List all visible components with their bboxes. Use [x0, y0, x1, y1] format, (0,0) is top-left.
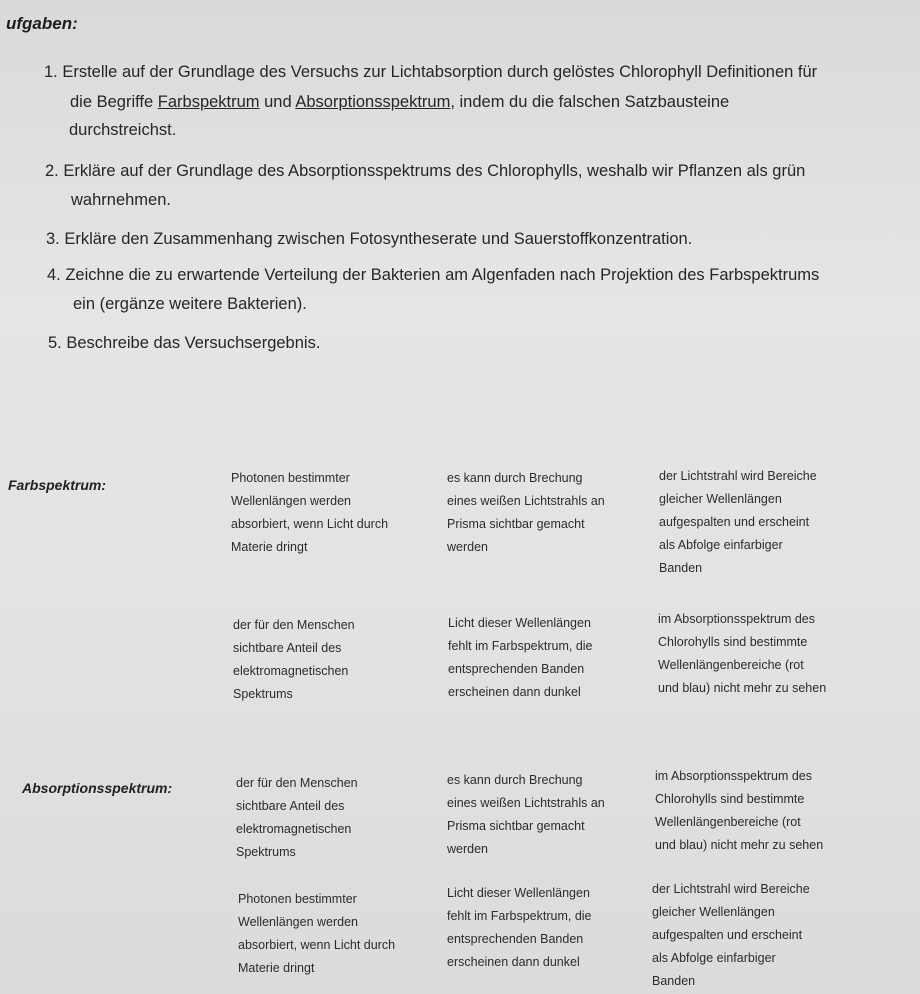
statement-line: gleicher Wellenlängen	[659, 492, 782, 506]
statement-line: im Absorptionsspektrum des	[658, 612, 816, 626]
task-1-text-b: und	[259, 93, 296, 111]
task-5-line-1: 5. Beschreibe das Versuchsergebnis.	[48, 334, 321, 352]
term-absorptionsspektrum: Absorptionsspektrum	[295, 93, 451, 111]
statement-line: sichtbare Anteil des	[233, 641, 342, 655]
task-4-line-2: ein (ergänze weitere Bakterien).	[73, 295, 307, 313]
task-3-line-1: 3. Erkläre den Zusammenhang zwischen Fotosyntheserate und Sauerstoffkonzentration.	[46, 230, 693, 248]
statement-block	[658, 608, 826, 700]
task-1-line-1: 1. Erstelle auf der Grundlage des Versuchs zur Lichtabsorption durch gelöstes Chlorophyll Definitionen für	[44, 63, 818, 81]
task-4-line-1: 4. Zeichne die zu erwartende Verteilung der Bakterien am Algenfaden nach Projektion des Farbspektrums	[47, 266, 820, 284]
statement-line: werden	[447, 540, 488, 554]
statement-line: es kann durch Brechung	[447, 471, 583, 485]
statement-line: Prisma sichtbar gemacht	[447, 517, 585, 531]
statement-line: eines weißen Lichtstrahls an	[447, 494, 605, 508]
task-1-line-3: durchstreichst.	[69, 121, 177, 139]
statement-line: Spektrums	[236, 845, 296, 859]
statement-block	[447, 769, 605, 861]
statement-block	[238, 888, 395, 980]
statement-line: der Lichtstrahl wird Bereiche	[652, 882, 810, 896]
statement-block	[233, 614, 355, 706]
statement-line: gleicher Wellenlängen	[652, 905, 775, 919]
statement-line: der für den Menschen	[236, 776, 358, 790]
statement-line: absorbiert, wenn Licht durch	[231, 517, 389, 531]
statement-line: werden	[447, 842, 488, 856]
section-label-absorptionsspektrum: Absorptionsspektrum:	[22, 780, 173, 796]
statement-line: Wellenlängenbereiche (rot	[658, 658, 804, 672]
statement-line: es kann durch Brechung	[447, 773, 583, 787]
statement-block	[447, 882, 592, 974]
statement-line: elektromagnetischen	[233, 664, 349, 678]
statement-block	[655, 765, 823, 857]
task-1-text-c: , indem du die falschen Satzbausteine	[450, 93, 730, 111]
statement-line: Wellenlängenbereiche (rot	[655, 815, 801, 829]
statement-line: Materie dringt	[231, 540, 308, 554]
statement-block	[236, 772, 358, 864]
statement-line: entsprechenden Banden	[448, 662, 585, 676]
statement-line: fehlt im Farbspektrum, die	[447, 909, 592, 923]
statement-line: Wellenlängen werden	[238, 915, 358, 929]
statement-line: erscheinen dann dunkel	[447, 955, 580, 969]
task-2-line-1: 2. Erkläre auf der Grundlage des Absorptionsspektrums des Chlorophylls, weshalb wir Pflanzen als grün	[45, 162, 806, 180]
statement-line: und blau) nicht mehr zu sehen	[658, 681, 827, 695]
statement-line: elektromagnetischen	[236, 822, 352, 836]
statement-line: als Abfolge einfarbiger	[659, 538, 783, 552]
statement-line: absorbiert, wenn Licht durch	[238, 938, 396, 952]
statement-line: aufgespalten und erscheint	[659, 515, 810, 529]
statement-line: Licht dieser Wellenlängen	[448, 616, 591, 630]
statement-line: und blau) nicht mehr zu sehen	[655, 838, 824, 852]
statement-line: im Absorptionsspektrum des	[655, 769, 813, 783]
term-farbspektrum: Farbspektrum	[157, 93, 260, 111]
statement-line: Spektrums	[233, 687, 293, 701]
statement-line: Prisma sichtbar gemacht	[447, 819, 585, 833]
statement-line: Chlorohylls sind bestimmte	[655, 792, 805, 806]
task-1-line-2	[70, 93, 880, 111]
statement-line: erscheinen dann dunkel	[448, 685, 581, 699]
task-1-text-a: die Begriffe	[70, 93, 158, 111]
section-label-farbspektrum: Farbspektrum:	[8, 477, 107, 493]
statement-line: Licht dieser Wellenlängen	[447, 886, 590, 900]
statement-line: entsprechenden Banden	[447, 932, 584, 946]
statement-line: Materie dringt	[238, 961, 315, 975]
statement-block	[231, 467, 388, 559]
statement-block	[652, 878, 810, 993]
statement-line: Photonen bestimmter	[238, 892, 357, 906]
statement-line: aufgespalten und erscheint	[652, 928, 803, 942]
statement-line: Chlorohylls sind bestimmte	[658, 635, 808, 649]
page-heading: ufgaben:	[6, 14, 78, 33]
statement-line: als Abfolge einfarbiger	[652, 951, 776, 965]
statement-line: eines weißen Lichtstrahls an	[447, 796, 605, 810]
statement-line: sichtbare Anteil des	[236, 799, 345, 813]
statement-line: Banden	[659, 561, 703, 575]
statement-line: Wellenlängen werden	[231, 494, 351, 508]
statement-line: der für den Menschen	[233, 618, 355, 632]
statement-block	[448, 612, 593, 704]
statement-line: Banden	[652, 974, 696, 988]
statement-block	[659, 465, 817, 580]
statement-line: der Lichtstrahl wird Bereiche	[659, 469, 817, 483]
statement-line: Photonen bestimmter	[231, 471, 350, 485]
statement-block	[447, 467, 605, 559]
task-2-line-2: wahrnehmen.	[71, 191, 171, 209]
statement-line: fehlt im Farbspektrum, die	[448, 639, 593, 653]
